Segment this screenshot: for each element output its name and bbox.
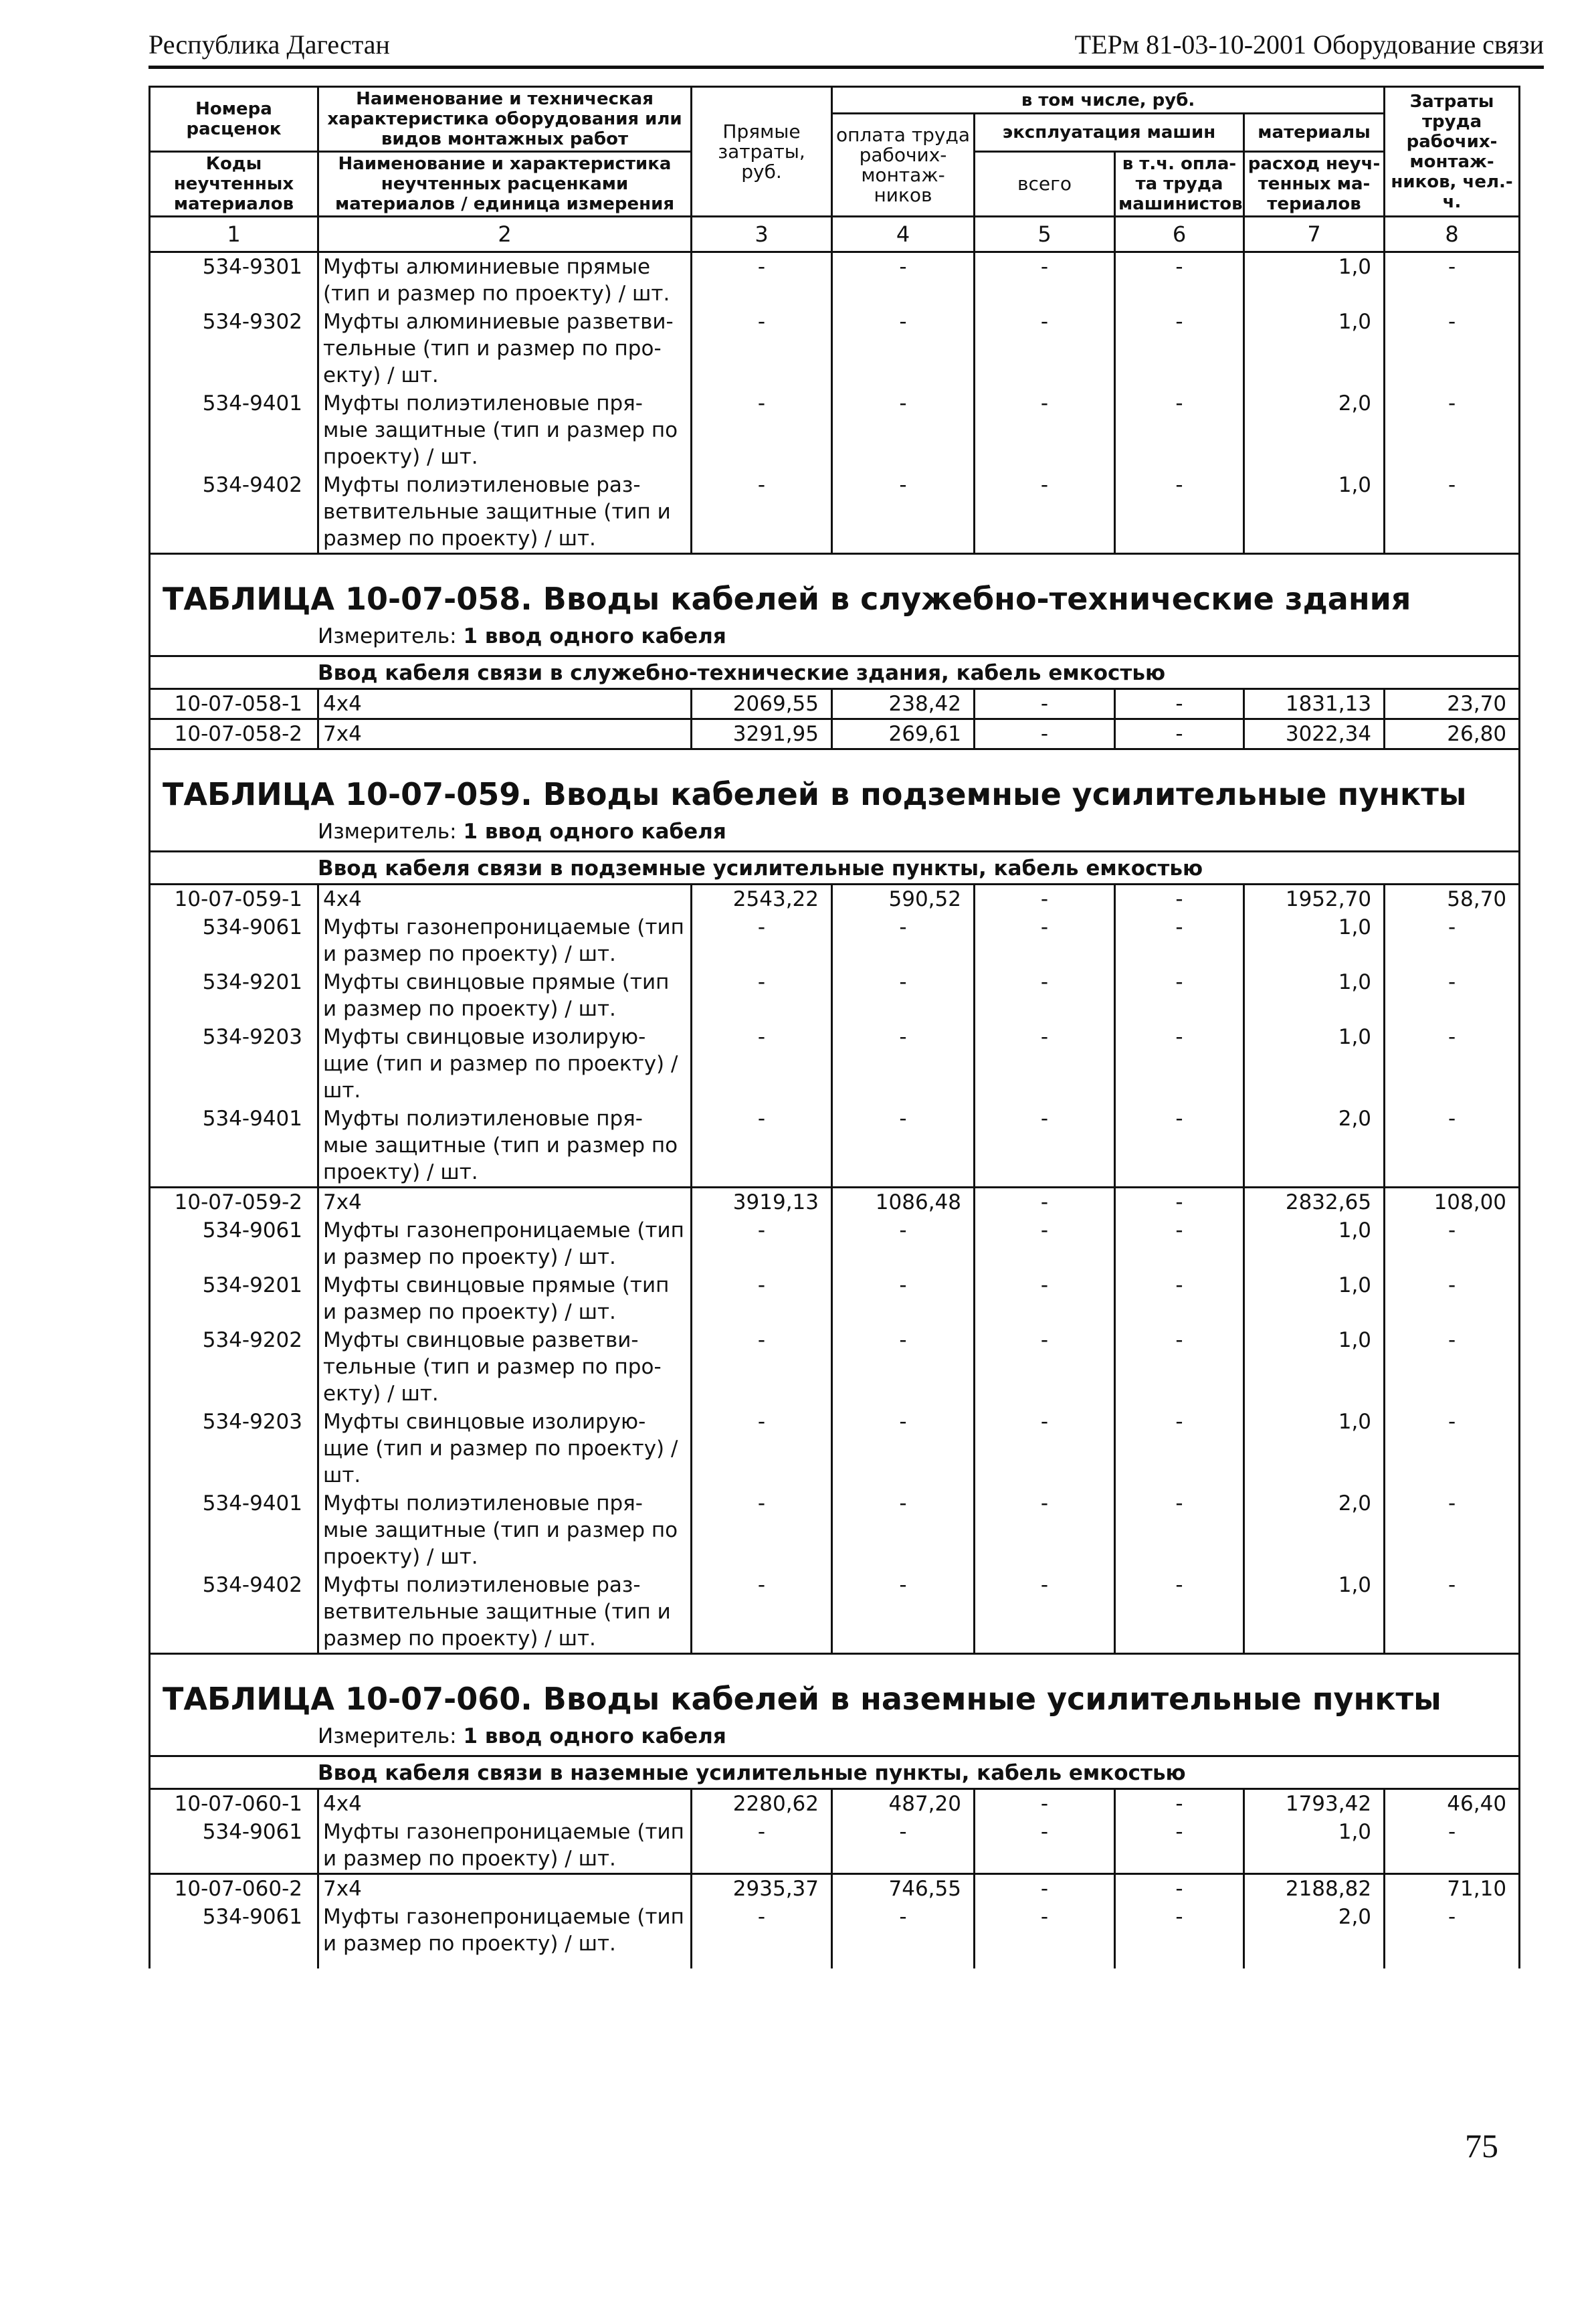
material-row — [150, 1271, 1520, 1326]
value-c8: 108,00 — [1385, 1188, 1520, 1217]
header-col2-bottom: Наименование и характеристика неучтенных расценками материалов / единица измерения — [318, 152, 692, 217]
value-c4: - — [832, 1105, 975, 1188]
material-code: 534-9201 — [150, 968, 318, 1023]
value-c4: 238,42 — [832, 689, 975, 719]
column-number: 8 — [1385, 217, 1520, 252]
value-c3: - — [692, 471, 832, 554]
value-c6: - — [1115, 1789, 1244, 1819]
material-name: Муфты алюминиевые разветви-тельные (тип и размер по про-екту) / шт. — [318, 308, 692, 389]
value-c4: - — [832, 1818, 975, 1874]
header-region: Республика Дагестан — [148, 29, 390, 60]
material-code: 534-9401 — [150, 1105, 318, 1188]
measure-row — [150, 814, 1520, 852]
rate-name: 4х4 — [318, 1789, 692, 1819]
value-c7: 2,0 — [1244, 1105, 1385, 1188]
value-c7: 1,0 — [1244, 1571, 1385, 1654]
value-c3: - — [692, 1326, 832, 1408]
table-subheader: Ввод кабеля связи в служебно-технические здания, кабель емкостью — [150, 656, 1520, 689]
value-c4: - — [832, 1326, 975, 1408]
subheader-row — [150, 1756, 1520, 1789]
value-c7: 2,0 — [1244, 1903, 1385, 1958]
value-c3: - — [692, 1818, 832, 1874]
header-group-materials: материалы — [1244, 114, 1385, 152]
value-c5: - — [975, 1408, 1115, 1489]
value-c7: 2,0 — [1244, 389, 1385, 471]
material-code: 534-9203 — [150, 1023, 318, 1105]
value-c6: - — [1115, 389, 1244, 471]
value-c5: - — [975, 913, 1115, 968]
value-c6: - — [1115, 1271, 1244, 1326]
measure-value: 1 ввод одного кабеля — [463, 1724, 726, 1748]
value-c3: - — [692, 1903, 832, 1958]
table-title: ТАБЛИЦА 10-07-058. Вводы кабелей в служебно-технические здания — [150, 554, 1520, 620]
measure — [150, 1719, 1520, 1756]
material-name: Муфты полиэтиленовые пря-мые защитные (тип и размер по проекту) / шт. — [318, 1105, 692, 1188]
value-c6: - — [1115, 1818, 1244, 1874]
value-c7: 1,0 — [1244, 252, 1385, 308]
value-c7: 2832,65 — [1244, 1188, 1385, 1217]
measure — [150, 814, 1520, 852]
value-c7: 1,0 — [1244, 1216, 1385, 1271]
rate-name: 7х4 — [318, 719, 692, 749]
continuation-cell — [150, 1958, 318, 1968]
value-c8: - — [1385, 1489, 1520, 1571]
value-c8: 26,80 — [1385, 719, 1520, 749]
value-c4: - — [832, 1489, 975, 1571]
rate-name: 7х4 — [318, 1874, 692, 1904]
rate-code: 10-07-060-2 — [150, 1874, 318, 1904]
value-c6: - — [1115, 1188, 1244, 1217]
material-code: 534-9401 — [150, 389, 318, 471]
value-c5: - — [975, 885, 1115, 914]
measure-label: Измеритель: — [318, 1724, 457, 1748]
material-code: 534-9402 — [150, 1571, 318, 1654]
value-c6: - — [1115, 968, 1244, 1023]
value-c4: - — [832, 968, 975, 1023]
value-c6: - — [1115, 913, 1244, 968]
rate-row — [150, 689, 1520, 719]
value-c7: 1,0 — [1244, 1023, 1385, 1105]
value-c5: - — [975, 389, 1115, 471]
table-continuation — [150, 1958, 1520, 1968]
value-c8: - — [1385, 1818, 1520, 1874]
value-c3: - — [692, 968, 832, 1023]
rate-name: 4х4 — [318, 885, 692, 914]
value-c5: - — [975, 1571, 1115, 1654]
header-document-code: ТЕРм 81-03-10-2001 Оборудование связи — [1074, 29, 1544, 60]
value-c4: - — [832, 913, 975, 968]
material-name: Муфты газонепроницаемые (тип и размер по проекту) / шт. — [318, 1818, 692, 1874]
material-name: Муфты свинцовые разветви-тельные (тип и размер по про-екту) / шт. — [318, 1326, 692, 1408]
header-col1-top: Номера расценок — [150, 87, 318, 152]
column-number: 4 — [832, 217, 975, 252]
rate-row — [150, 1188, 1520, 1217]
continuation-cell — [1115, 1958, 1244, 1968]
value-c8: - — [1385, 913, 1520, 968]
value-c6: - — [1115, 719, 1244, 749]
value-c4: - — [832, 1408, 975, 1489]
value-c5: - — [975, 968, 1115, 1023]
header-group-machines: эксплуатация машин — [975, 114, 1244, 152]
header-group-label: в том числе, руб. — [832, 87, 1385, 114]
measure-value: 1 ввод одного кабеля — [463, 624, 726, 648]
column-number: 1 — [150, 217, 318, 252]
table-title-row — [150, 554, 1520, 620]
value-c6: - — [1115, 1408, 1244, 1489]
material-row — [150, 1408, 1520, 1489]
material-row — [150, 308, 1520, 389]
material-code: 534-9061 — [150, 1216, 318, 1271]
measure-label: Измеритель: — [318, 820, 457, 844]
value-c3: 2280,62 — [692, 1789, 832, 1819]
continuation-cell — [832, 1958, 975, 1968]
material-name: Муфты газонепроницаемые (тип и размер по проекту) / шт. — [318, 1216, 692, 1271]
value-c7: 1,0 — [1244, 1818, 1385, 1874]
material-name: Муфты свинцовые изолирую-щие (тип и размер по проекту) / шт. — [318, 1408, 692, 1489]
rate-code: 10-07-059-1 — [150, 885, 318, 914]
value-c8: 58,70 — [1385, 885, 1520, 914]
rate-name: 7х4 — [318, 1188, 692, 1217]
value-c5: - — [975, 1789, 1115, 1819]
value-c6: - — [1115, 1489, 1244, 1571]
table-subheader: Ввод кабеля связи в наземные усилительные пункты, кабель емкостью — [150, 1756, 1520, 1789]
value-c7: 1,0 — [1244, 471, 1385, 554]
material-code: 534-9203 — [150, 1408, 318, 1489]
material-row — [150, 1903, 1520, 1958]
value-c6: - — [1115, 1903, 1244, 1958]
header-col5: всего — [975, 152, 1115, 217]
material-name: Муфты свинцовые прямые (тип и размер по проекту) / шт. — [318, 968, 692, 1023]
value-c6: - — [1115, 1023, 1244, 1105]
value-c5: - — [975, 1326, 1115, 1408]
value-c7: 1,0 — [1244, 968, 1385, 1023]
value-c4: - — [832, 1216, 975, 1271]
material-row — [150, 1489, 1520, 1571]
value-c5: - — [975, 689, 1115, 719]
header-col6: в т.ч. опла-та труда машинистов — [1115, 152, 1244, 217]
column-number: 5 — [975, 217, 1115, 252]
value-c3: - — [692, 1489, 832, 1571]
material-name: Муфты полиэтиленовые раз-ветвительные защитные (тип и размер по проекту) / шт. — [318, 1571, 692, 1654]
material-row — [150, 1571, 1520, 1654]
value-c3: - — [692, 1271, 832, 1326]
value-c4: - — [832, 252, 975, 308]
value-c8: - — [1385, 471, 1520, 554]
value-c3: - — [692, 1023, 832, 1105]
value-c4: 1086,48 — [832, 1188, 975, 1217]
value-c4: - — [832, 1903, 975, 1958]
value-c6: - — [1115, 1216, 1244, 1271]
rate-row — [150, 1874, 1520, 1904]
material-code: 534-9401 — [150, 1489, 318, 1571]
column-number: 6 — [1115, 217, 1244, 252]
value-c4: - — [832, 1571, 975, 1654]
rate-code: 10-07-060-1 — [150, 1789, 318, 1819]
value-c6: - — [1115, 471, 1244, 554]
value-c4: 487,20 — [832, 1789, 975, 1819]
material-code: 534-9061 — [150, 1818, 318, 1874]
value-c3: 3919,13 — [692, 1188, 832, 1217]
value-c8: - — [1385, 1326, 1520, 1408]
table-title: ТАБЛИЦА 10-07-060. Вводы кабелей в наземные усилительные пункты — [150, 1654, 1520, 1720]
material-name: Муфты полиэтиленовые пря-мые защитные (тип и размер по проекту) / шт. — [318, 1489, 692, 1571]
rate-code: 10-07-058-2 — [150, 719, 318, 749]
rate-row — [150, 719, 1520, 749]
continuation-cell — [692, 1958, 832, 1968]
value-c4: - — [832, 308, 975, 389]
value-c3: - — [692, 389, 832, 471]
value-c8: - — [1385, 389, 1520, 471]
value-c3: 2543,22 — [692, 885, 832, 914]
value-c5: - — [975, 1216, 1115, 1271]
material-code: 534-9301 — [150, 252, 318, 308]
value-c3: - — [692, 1408, 832, 1489]
value-c7: 1952,70 — [1244, 885, 1385, 914]
column-number-row — [150, 217, 1520, 252]
value-c6: - — [1115, 689, 1244, 719]
header-col8: Затраты труда рабочих-монтаж-ников, чел.-ч. — [1385, 87, 1520, 217]
value-c6: - — [1115, 1571, 1244, 1654]
value-c7: 2188,82 — [1244, 1874, 1385, 1904]
rates-table — [148, 86, 1520, 1968]
value-c4: - — [832, 1271, 975, 1326]
material-code: 534-9402 — [150, 471, 318, 554]
value-c7: 1793,42 — [1244, 1789, 1385, 1819]
material-name: Муфты свинцовые прямые (тип и размер по проекту) / шт. — [318, 1271, 692, 1326]
value-c5: - — [975, 1105, 1115, 1188]
value-c4: - — [832, 471, 975, 554]
value-c5: - — [975, 1271, 1115, 1326]
value-c6: - — [1115, 252, 1244, 308]
value-c3: - — [692, 308, 832, 389]
rate-code: 10-07-059-2 — [150, 1188, 318, 1217]
material-row — [150, 1023, 1520, 1105]
value-c8: - — [1385, 1271, 1520, 1326]
value-c5: - — [975, 471, 1115, 554]
material-code: 534-9061 — [150, 913, 318, 968]
rate-row — [150, 1789, 1520, 1819]
continuation-cell — [1385, 1958, 1520, 1968]
value-c8: - — [1385, 968, 1520, 1023]
header-col1-bottom: Коды неучтенных материалов — [150, 152, 318, 217]
value-c7: 1831,13 — [1244, 689, 1385, 719]
table-title: ТАБЛИЦА 10-07-059. Вводы кабелей в подземные усилительные пункты — [150, 749, 1520, 815]
value-c5: - — [975, 1818, 1115, 1874]
value-c4: - — [832, 389, 975, 471]
continuation-cell — [975, 1958, 1115, 1968]
value-c3: - — [692, 252, 832, 308]
measure — [150, 619, 1520, 656]
value-c7: 1,0 — [1244, 308, 1385, 389]
value-c3: 2935,37 — [692, 1874, 832, 1904]
value-c8: 46,40 — [1385, 1789, 1520, 1819]
value-c3: 3291,95 — [692, 719, 832, 749]
value-c3: - — [692, 1571, 832, 1654]
page-header — [148, 25, 1544, 69]
material-row — [150, 252, 1520, 308]
measure-label: Измеритель: — [318, 624, 457, 648]
material-row — [150, 389, 1520, 471]
material-name: Муфты свинцовые изолирую-щие (тип и размер по проекту) / шт. — [318, 1023, 692, 1105]
value-c4: 590,52 — [832, 885, 975, 914]
material-row — [150, 1326, 1520, 1408]
value-c3: - — [692, 1216, 832, 1271]
material-row — [150, 913, 1520, 968]
value-c8: - — [1385, 252, 1520, 308]
value-c4: 746,55 — [832, 1874, 975, 1904]
value-c6: - — [1115, 308, 1244, 389]
column-number: 2 — [318, 217, 692, 252]
header-col7: расход неуч-тенных ма-териалов — [1244, 152, 1385, 217]
material-row — [150, 968, 1520, 1023]
measure-row — [150, 1719, 1520, 1756]
value-c8: 23,70 — [1385, 689, 1520, 719]
value-c5: - — [975, 1188, 1115, 1217]
value-c7: 1,0 — [1244, 913, 1385, 968]
measure-value: 1 ввод одного кабеля — [463, 820, 726, 844]
table-title-row — [150, 1654, 1520, 1720]
value-c7: 3022,34 — [1244, 719, 1385, 749]
value-c5: - — [975, 308, 1115, 389]
value-c8: - — [1385, 1903, 1520, 1958]
table-title-row — [150, 749, 1520, 815]
rate-row — [150, 885, 1520, 914]
value-c8: - — [1385, 1023, 1520, 1105]
header-col4: оплата труда рабочих-монтаж-ников — [832, 114, 975, 217]
value-c5: - — [975, 252, 1115, 308]
material-row — [150, 1216, 1520, 1271]
continuation-cell — [318, 1958, 692, 1968]
value-c8: - — [1385, 1216, 1520, 1271]
material-row — [150, 1818, 1520, 1874]
value-c8: - — [1385, 1105, 1520, 1188]
value-c3: 2069,55 — [692, 689, 832, 719]
value-c7: 2,0 — [1244, 1489, 1385, 1571]
header-col2-top: Наименование и техническая характеристика оборудования или видов монтажных работ — [318, 87, 692, 152]
value-c5: - — [975, 1903, 1115, 1958]
table-subheader: Ввод кабеля связи в подземные усилительные пункты, кабель емкостью — [150, 852, 1520, 885]
material-name: Муфты газонепроницаемые (тип и размер по проекту) / шт. — [318, 913, 692, 968]
material-name: Муфты полиэтиленовые пря-мые защитные (тип и размер по проекту) / шт. — [318, 389, 692, 471]
page-number: 75 — [1465, 2127, 1498, 2165]
material-row — [150, 471, 1520, 554]
continuation-cell — [1244, 1958, 1385, 1968]
value-c5: - — [975, 1023, 1115, 1105]
material-name: Муфты алюминиевые прямые (тип и размер по проекту) / шт. — [318, 252, 692, 308]
table-header — [150, 87, 1520, 252]
value-c4: 269,61 — [832, 719, 975, 749]
value-c4: - — [832, 1023, 975, 1105]
value-c8: 71,10 — [1385, 1874, 1520, 1904]
material-code: 534-9201 — [150, 1271, 318, 1326]
value-c6: - — [1115, 1874, 1244, 1904]
value-c5: - — [975, 719, 1115, 749]
table-body — [150, 252, 1520, 1969]
measure-row — [150, 619, 1520, 656]
value-c8: - — [1385, 1571, 1520, 1654]
value-c6: - — [1115, 885, 1244, 914]
value-c7: 1,0 — [1244, 1271, 1385, 1326]
material-code: 534-9302 — [150, 308, 318, 389]
column-number: 3 — [692, 217, 832, 252]
column-number: 7 — [1244, 217, 1385, 252]
value-c5: - — [975, 1874, 1115, 1904]
material-name: Муфты газонепроницаемые (тип и размер по проекту) / шт. — [318, 1903, 692, 1958]
material-code: 534-9061 — [150, 1903, 318, 1958]
value-c8: - — [1385, 308, 1520, 389]
value-c7: 1,0 — [1244, 1408, 1385, 1489]
material-code: 534-9202 — [150, 1326, 318, 1408]
rate-code: 10-07-058-1 — [150, 689, 318, 719]
value-c5: - — [975, 1489, 1115, 1571]
rate-name: 4х4 — [318, 689, 692, 719]
subheader-row — [150, 852, 1520, 885]
value-c6: - — [1115, 1326, 1244, 1408]
header-col3: Прямые затраты, руб. — [692, 87, 832, 217]
value-c6: - — [1115, 1105, 1244, 1188]
value-c3: - — [692, 1105, 832, 1188]
value-c3: - — [692, 913, 832, 968]
value-c7: 1,0 — [1244, 1326, 1385, 1408]
material-name: Муфты полиэтиленовые раз-ветвительные защитные (тип и размер по проекту) / шт. — [318, 471, 692, 554]
value-c8: - — [1385, 1408, 1520, 1489]
material-row — [150, 1105, 1520, 1188]
subheader-row — [150, 656, 1520, 689]
